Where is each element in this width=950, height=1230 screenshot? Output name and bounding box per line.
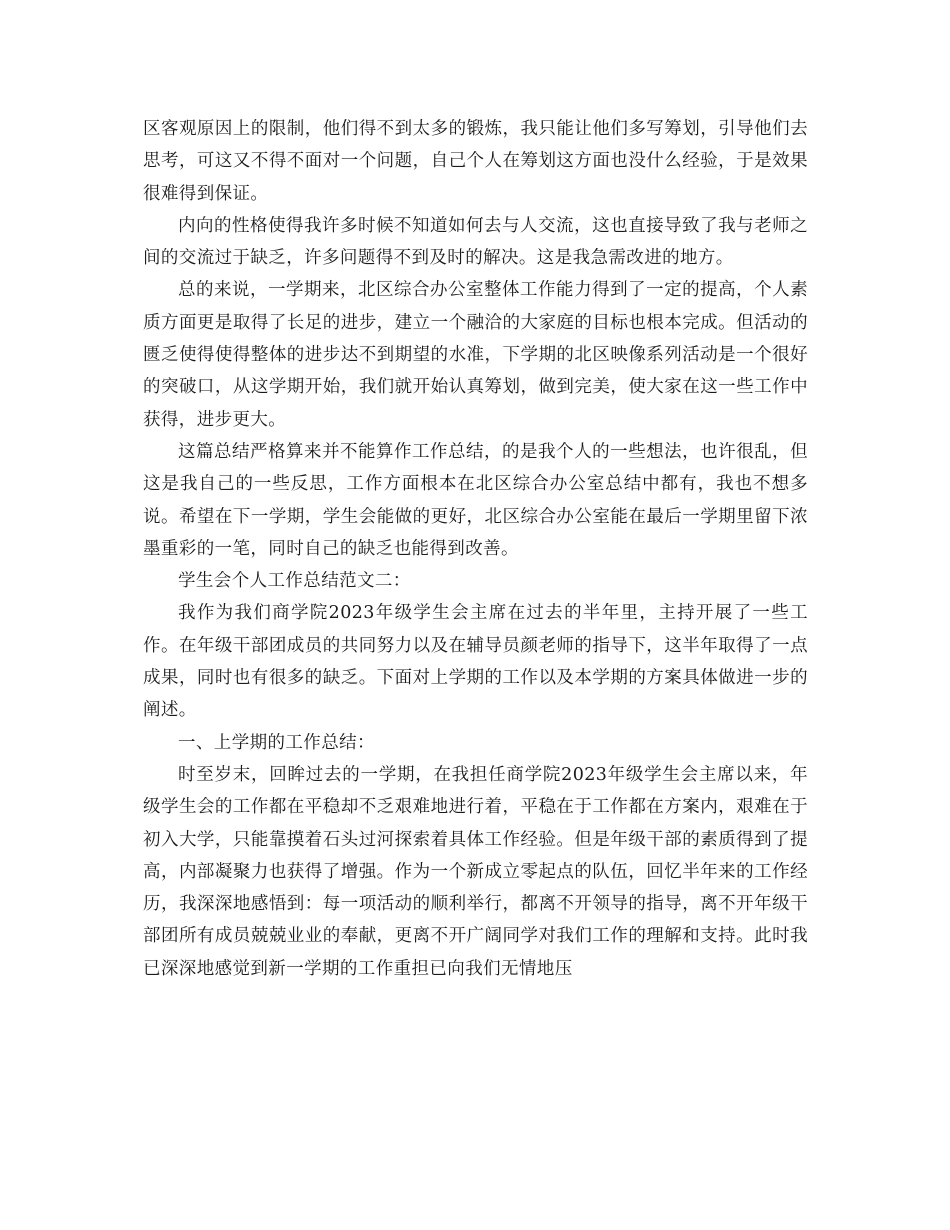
section-heading: 学生会个人工作总结范文二： [178, 571, 411, 592]
document-body [143, 113, 808, 985]
paragraph: 区客观原因上的限制，他们得不到太多的锻炼，我只能让他们多写筹划，引导他们去思考，可这又不得不面对一个问题，自己个人在筹划这方面也没什么经验，于是效果很难得到保证。 [143, 119, 808, 204]
paragraph: 我作为我们商学院2023年级学生会主席在过去的半年里，主持开展了一些工作。在年级干部团成员的共同努力以及在辅导员颜老师的指导下，这半年取得了一点成果，同时也有很多的缺乏。下面对上学期的工作以及本学期的方案具体做进一步的阐述。 [143, 603, 808, 721]
paragraph: 时至岁末，回眸过去的一学期，在我担任商学院2023年级学生会主席以来，年级学生会的工作都在平稳却不乏艰难地进行着，平稳在于工作都在方案内，艰难在于初入大学，只能靠摸着石头过河探索着具体工作经验。但是年级干部的素质得到了提高，内部凝聚力也获得了增强。作为一个新成立零起点的队伍，回忆半年来的工作经历，我深深地感悟到：每一项活动的顺利举行，都离不开领导的指导，离不开年级干部团所有成员兢兢业业的奉献，更离不开广阔同学对我们工作的理解和支持。此时我已深深地感觉到新一学期的工作重担已向我们无情地压 [143, 764, 808, 979]
paragraph: 内向的性格使得我许多时候不知道如何去与人交流，这也直接导致了我与老师之间的交流过于缺乏，许多问题得不到及时的解决。这是我急需改进的地方。 [143, 215, 808, 269]
paragraph: 这篇总结严格算来并不能算作工作总结，的是我个人的一些想法，也许很乱，但这是我自己的一些反思，工作方面根本在北区综合办公室总结中都有，我也不想多说。希望在下一学期，学生会能做的更好，北区综合办公室能在最后一学期里留下浓墨重彩的一笔，同时自己的缺乏也能得到改善。 [143, 441, 808, 559]
section-heading: 一、上学期的工作总结： [178, 732, 375, 753]
paragraph: 总的来说，一学期来，北区综合办公室整体工作能力得到了一定的提高，个人素质方面更是取得了长足的进步，建立一个融洽的大家庭的目标也根本完成。但活动的匮乏使得使得整体的进步达不到期望的水准，下学期的北区映像系列活动是一个很好的突破口，从这学期开始，我们就开始认真筹划，做到完美，使大家在这一些工作中获得，进步更大。 [143, 280, 808, 430]
